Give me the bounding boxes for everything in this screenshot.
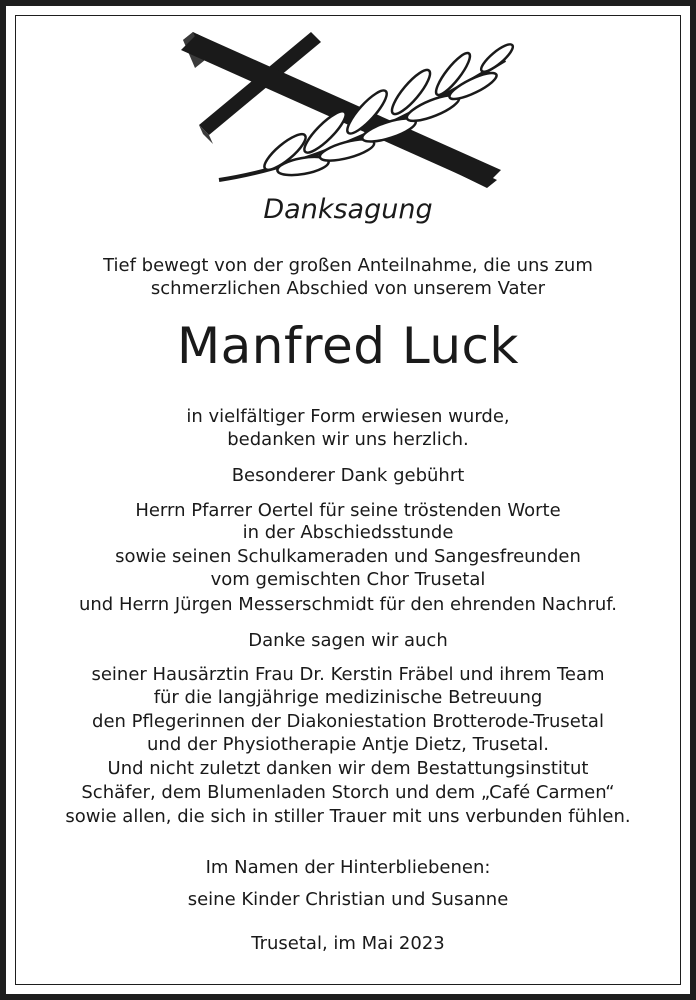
body-line: vom gemischten Chor Trusetal [210, 569, 486, 590]
body-line: und der Physiotherapie Antje Dietz, Trusetal. [147, 734, 549, 755]
body-line: Schäfer, dem Blumenladen Storch und dem „Café Carmen“ [81, 782, 615, 803]
body-line: sowie seinen Schulkameraden und Sangesfreunden [115, 546, 581, 567]
body-line: sowie allen, die sich in stiller Trauer mit uns verbunden fühlen. [65, 806, 631, 827]
place-date: Trusetal, im Mai 2023 [251, 933, 445, 954]
body-line: in der Abschiedsstunde [242, 522, 454, 543]
body-line: und Herrn Jürgen Messerschmidt für den ehrenden Nachruf. [78, 594, 617, 615]
body-line: Herrn Pfarrer Oertel für seine tröstenden Worte [135, 500, 561, 521]
body-line: Danke sagen wir auch [248, 630, 448, 651]
intro-line-2: schmerzlichen Abschied von unserem Vater [150, 278, 546, 299]
body-line: Besonderer Dank gebührt [231, 465, 465, 486]
body-line: den Pflegerinnen der Diakoniestation Brotterode-Trusetal [92, 711, 604, 732]
body-line: seiner Hausärztin Frau Dr. Kerstin Fräbel und ihrem Team [91, 664, 605, 685]
body-line: bedanken wir uns herzlich. [227, 429, 469, 450]
intro-line-1: Tief bewegt von der großen Anteilnahme, die uns zum [103, 255, 593, 276]
signature-names: seine Kinder Christian und Susanne [187, 889, 509, 910]
title-danksagung: Danksagung [263, 194, 433, 225]
body-line: in vielfältiger Form erwiesen wurde, [186, 406, 510, 427]
body-line: für die langjährige medizinische Betreuung [153, 687, 543, 708]
deceased-name: Manfred Luck [176, 317, 520, 375]
body-line: Und nicht zuletzt danken wir dem Bestattungsinstitut [107, 758, 589, 779]
cross-with-palm-branch-icon [175, 20, 515, 192]
signature-heading: Im Namen der Hinterbliebenen: [205, 857, 491, 878]
